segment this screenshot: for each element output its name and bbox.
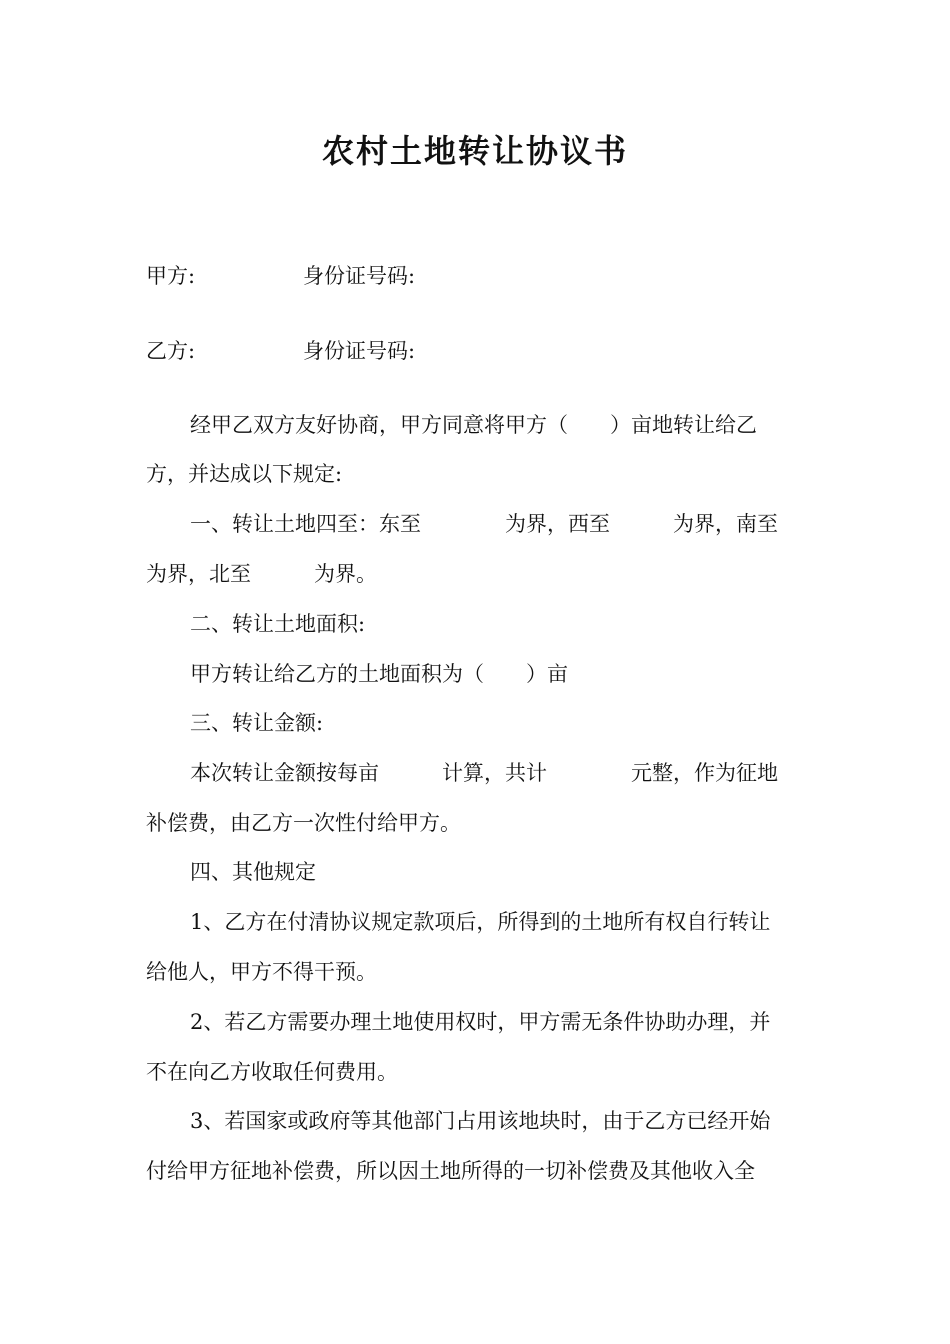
rule-3-line-2: 付给甲方征地补偿费，所以因土地所得的一切补偿费及其他收入全 [146,1159,755,1183]
clause-2-heading: 二、转让土地面积: [190,612,366,636]
party-a-id-label: 身份证号码: [303,264,416,288]
rule-1-line-2: 给他人，甲方不得干预。 [146,960,377,984]
rule-3-line-1: 3、若国家或政府等其他部门占用该地块时，由于乙方已经开始 [190,1109,771,1133]
party-a-label: 甲方: [146,264,196,288]
document-title: 农村土地转让协议书 [321,132,628,170]
clause-4-heading: 四、其他规定 [190,860,316,884]
intro-line-2: 方，并达成以下规定: [146,462,343,486]
party-b-id-label: 身份证号码: [303,339,416,363]
clause-3-line-1: 本次转让金额按每亩 计算，共计 元整，作为征地 [190,761,778,785]
clause-1-line-1: 一、转让土地四至：东至 为界，西至 为界，南至 [190,512,778,536]
clause-2-text: 甲方转让给乙方的土地面积为（ ）亩 [190,662,568,686]
intro-line-1: 经甲乙双方友好协商，甲方同意将甲方（ ）亩地转让给乙 [190,413,757,437]
rule-2-line-2: 不在向乙方收取任何费用。 [146,1060,398,1084]
party-b-label: 乙方: [146,339,196,363]
rule-1-line-1: 1、乙方在付清协议规定款项后，所得到的土地所有权自行转让 [190,910,771,934]
clause-3-line-2: 补偿费，由乙方一次性付给甲方。 [146,811,461,835]
clause-1-line-2: 为界，北至 为界。 [146,562,377,586]
rule-2-line-1: 2、若乙方需要办理土地使用权时，甲方需无条件协助办理，并 [190,1010,771,1034]
clause-3-heading: 三、转让金额: [190,711,324,735]
